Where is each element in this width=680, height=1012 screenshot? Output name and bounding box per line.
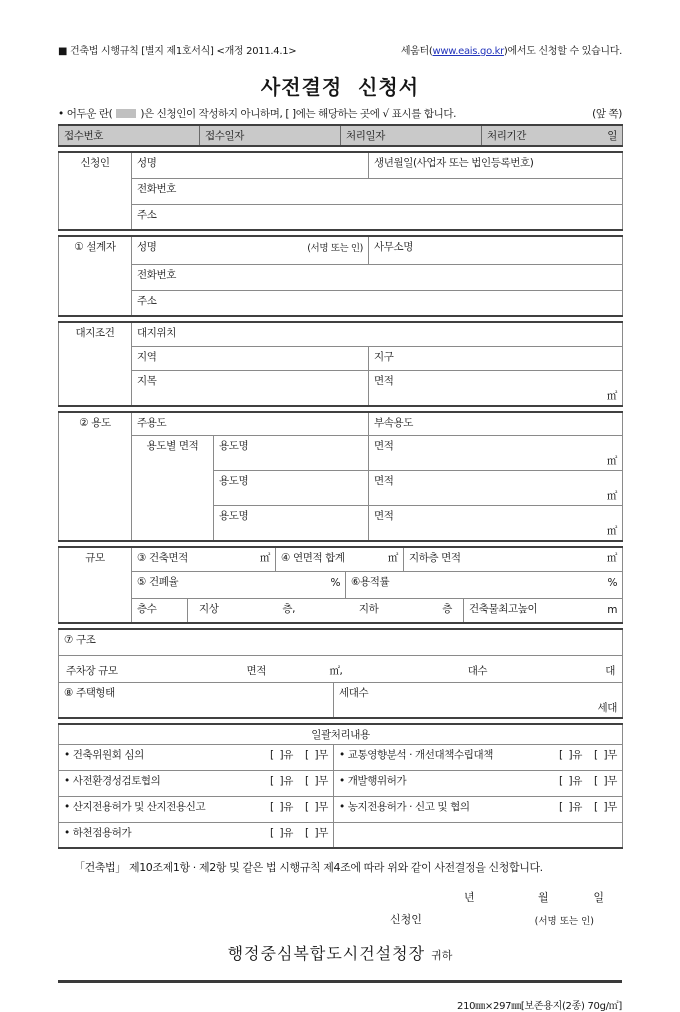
page-side-label: (앞 쪽) — [592, 108, 622, 120]
signature-applicant-label: 신청인 — [390, 913, 422, 926]
total-floor-area-field[interactable] — [276, 547, 404, 571]
batch-item-environment — [59, 770, 334, 796]
process-period-label: 처리기간 — [487, 130, 526, 142]
building-height-unit: m — [607, 603, 618, 616]
scale-section-text: 규모 — [85, 552, 105, 564]
designer-office-label: 사무소명 — [374, 241, 413, 253]
parking-count-label: 대수 — [467, 664, 488, 677]
receipt-date-field[interactable] — [200, 125, 341, 146]
basement-area-label: 지하층 면적 — [409, 552, 461, 564]
use-section-text: ② 용도 — [79, 416, 111, 429]
households-field[interactable] — [334, 682, 623, 718]
total-floor-area-unit: ㎡ — [387, 552, 399, 564]
floor-area-ratio-unit: % — [607, 576, 618, 589]
batch-item-traffic-label: • 교통영향분석 · 개선대책수립대책 — [339, 748, 493, 761]
main-use-field[interactable] — [132, 412, 369, 436]
process-date-label: 처리일자 — [346, 130, 385, 142]
basement-area-field[interactable] — [404, 547, 623, 571]
applicant-phone-field[interactable] — [132, 178, 623, 204]
use-area-label-2: 면적 — [374, 475, 394, 487]
applicant-name-field[interactable] — [132, 152, 369, 178]
applicant-name-label: 성명 — [137, 157, 157, 169]
batch-item-mountain — [59, 796, 334, 822]
bottom-rule — [58, 980, 622, 983]
receipt-table — [58, 124, 623, 147]
parking-label: 주차장 규모 — [66, 664, 118, 677]
applicant-section-label — [59, 152, 132, 230]
housing-type-field[interactable] — [59, 682, 334, 718]
batch-item-development — [334, 770, 623, 796]
building-area-label: ③ 건축면적 — [137, 552, 188, 564]
check-yes[interactable]: [ ]유 — [558, 748, 582, 761]
scale-table — [58, 546, 623, 624]
building-area-field[interactable] — [132, 547, 276, 571]
use-area-unit-2: ㎡ — [606, 490, 618, 502]
floor-area-ratio-label: ⑥용적률 — [351, 575, 390, 588]
floors-above-unit: 층, — [282, 602, 296, 615]
check-yes[interactable]: [ ]유 — [269, 800, 293, 813]
batch-item-development-label: • 개발행위허가 — [339, 774, 407, 787]
batch-item-farmland-label: • 농지전용허가 · 신고 및 협의 — [339, 800, 470, 813]
sub-use-label: 부속용도 — [374, 416, 413, 429]
applicant-section-text: 신청인 — [80, 157, 110, 169]
check-yes[interactable]: [ ]유 — [269, 748, 293, 761]
use-name-label-3: 용도명 — [219, 510, 249, 522]
check-no[interactable]: [ ]무 — [304, 826, 328, 839]
use-area-unit-1: ㎡ — [606, 455, 618, 467]
applicant-table — [58, 151, 623, 231]
check-no[interactable]: [ ]무 — [304, 800, 328, 813]
site-district-label: 지구 — [374, 350, 394, 363]
parking-area-label: 면적 — [246, 664, 266, 677]
designer-phone-field[interactable] — [132, 264, 623, 290]
online-notice-suffix: )에서도 신청할 수 있습니다. — [503, 46, 622, 57]
check-yes[interactable]: [ ]유 — [558, 774, 582, 787]
form-title: 사전결정 신청서 — [260, 75, 420, 99]
floors-count-field[interactable] — [188, 598, 464, 623]
structure-field[interactable] — [59, 629, 623, 655]
households-unit: 세대 — [597, 701, 617, 714]
floor-area-ratio-field[interactable] — [346, 571, 623, 598]
instruction-note — [58, 106, 622, 121]
batch-item-environment-label: • 사전환경성검토협의 — [64, 774, 161, 787]
check-no[interactable]: [ ]무 — [304, 748, 328, 761]
check-no[interactable]: [ ]무 — [593, 774, 617, 787]
use-area-unit-3: ㎡ — [606, 525, 618, 537]
use-table — [58, 411, 623, 543]
date-line — [58, 883, 622, 905]
structure-table — [58, 628, 623, 719]
date-year-label[interactable]: 년 — [464, 891, 475, 904]
batch-table — [58, 723, 623, 850]
site-location-field[interactable] — [132, 322, 623, 346]
receipt-number-field[interactable] — [59, 125, 200, 146]
designer-section-label — [59, 236, 132, 316]
check-yes[interactable]: [ ]유 — [269, 826, 293, 839]
site-category-field[interactable] — [132, 370, 369, 406]
paper-spec: 210㎜×297㎜[보존용지(2종) 70g/㎡] — [457, 1001, 622, 1012]
site-area-field[interactable] — [369, 370, 623, 406]
batch-empty-cell — [334, 822, 623, 848]
use-name-field-1[interactable] — [214, 436, 369, 471]
applicant-phone-label: 전화번호 — [137, 182, 176, 195]
designer-sign-label: (서명 또는 인) — [307, 243, 363, 254]
check-no[interactable]: [ ]무 — [593, 748, 617, 761]
online-notice — [401, 42, 622, 57]
shaded-sample-box — [116, 109, 136, 118]
use-area-field-2[interactable] — [369, 471, 623, 506]
building-height-field[interactable] — [464, 598, 623, 623]
households-label: 세대수 — [339, 686, 369, 699]
check-no[interactable]: [ ]무 — [593, 800, 617, 813]
floors-above-label: 지상 — [199, 602, 219, 615]
main-use-label: 주용도 — [137, 416, 167, 429]
use-area-field-3[interactable] — [369, 506, 623, 542]
batch-item-farmland — [334, 796, 623, 822]
site-section-text: 대지조건 — [75, 327, 115, 339]
note-prefix: • 어두운 란( — [58, 108, 113, 120]
site-area-unit: ㎡ — [606, 389, 618, 402]
date-day-label[interactable]: 일 — [593, 891, 604, 904]
eais-link[interactable]: www.eais.go.kr — [432, 46, 504, 57]
recipient-line — [58, 941, 622, 964]
coverage-ratio-field[interactable] — [132, 571, 346, 598]
use-area-label-3: 면적 — [374, 510, 394, 522]
receipt-date-label: 접수일자 — [205, 130, 244, 142]
applicant-birth-label: 생년월일(사업자 또는 법인등록번호) — [374, 157, 534, 169]
scale-section-label — [59, 547, 132, 623]
batch-title-cell — [59, 724, 623, 745]
designer-section-text: ① 설계자 — [74, 241, 116, 253]
designer-address-label: 주소 — [137, 294, 157, 307]
batch-item-committee — [59, 744, 334, 770]
designer-table — [58, 235, 623, 317]
use-area-label-1: 면적 — [374, 440, 394, 452]
site-zone-field[interactable] — [132, 346, 369, 370]
parking-area-unit: ㎡, — [329, 664, 343, 677]
use-by-area-text: 용도별 면적 — [146, 440, 199, 452]
designer-office-field[interactable] — [369, 236, 623, 264]
designer-name-field[interactable] — [132, 236, 369, 264]
use-section-label — [59, 412, 132, 542]
check-yes[interactable]: [ ]유 — [558, 800, 582, 813]
use-name-label-1: 용도명 — [219, 440, 249, 452]
form-reference: ■ 건축법 시행규칙 [별지 제1호서식] <개정 2011.4.1> — [58, 46, 297, 57]
parking-field[interactable] — [59, 655, 623, 682]
parking-count-unit: 대 — [605, 664, 615, 677]
total-floor-area-label: ④ 연면적 합계 — [281, 552, 345, 564]
online-notice-prefix: 세움터( — [400, 46, 433, 57]
use-name-field-3[interactable] — [214, 506, 369, 542]
recipient-suffix: 귀하 — [431, 949, 453, 962]
structure-label: ⑦ 구조 — [64, 634, 96, 646]
receipt-number-label: 접수번호 — [64, 130, 103, 142]
batch-item-traffic — [334, 744, 623, 770]
applicant-address-label: 주소 — [137, 208, 157, 221]
signature-seal-label[interactable]: (서명 또는 인) — [534, 916, 594, 927]
signature-line — [58, 905, 622, 929]
process-period-unit: 일 — [607, 130, 617, 142]
check-no[interactable]: [ ]무 — [304, 774, 328, 787]
coverage-ratio-unit: % — [330, 576, 341, 589]
site-zone-label: 지역 — [137, 350, 157, 363]
note-suffix: )은 신청인이 작성하지 아니하며, [ ]에는 해당하는 곳에 √ 표시를 합니다. — [140, 108, 457, 120]
floors-below-label: 지하 — [358, 602, 379, 615]
designer-phone-label: 전화번호 — [137, 268, 176, 281]
check-yes[interactable]: [ ]유 — [269, 774, 293, 787]
building-height-label: 건축물최고높이 — [469, 602, 538, 615]
legal-statement: 「건축법」 제10조제1항 · 제2항 및 같은 법 시행규칙 제4조에 따라 위와 같이 사전결정을 신청합니다. — [74, 861, 543, 874]
use-by-area-label — [132, 436, 214, 542]
coverage-ratio-label: ⑤ 건폐율 — [137, 575, 179, 588]
site-area-label: 면적 — [374, 374, 394, 387]
use-name-field-2[interactable] — [214, 471, 369, 506]
designer-address-field[interactable] — [132, 290, 623, 316]
batch-item-mountain-label: • 산지전용허가 및 산지전용신고 — [64, 800, 206, 813]
sub-use-field[interactable] — [369, 412, 623, 436]
designer-name-label: 성명 — [137, 241, 157, 253]
applicant-address-field[interactable] — [132, 204, 623, 230]
applicant-birth-field[interactable] — [369, 152, 623, 178]
date-month-label[interactable]: 월 — [538, 891, 549, 904]
floors-label: 층수 — [137, 602, 157, 615]
site-table — [58, 321, 623, 407]
batch-item-committee-label: • 건축위원회 심의 — [64, 748, 144, 761]
use-name-label-2: 용도명 — [219, 475, 249, 487]
use-area-field-1[interactable] — [369, 436, 623, 471]
site-category-label: 지목 — [137, 374, 157, 387]
top-bar — [58, 42, 622, 57]
building-area-unit: ㎡ — [259, 552, 271, 564]
housing-type-label: ⑧ 주택형태 — [64, 686, 115, 699]
site-district-field[interactable] — [369, 346, 623, 370]
floors-label-cell — [132, 598, 188, 623]
site-section-label — [59, 322, 132, 406]
floors-below-unit: 층 — [442, 602, 453, 615]
batch-item-river-label: • 하천점용허가 — [64, 826, 132, 839]
recipient-name: 행정중심복합도시건설청장 — [227, 944, 426, 963]
basement-area-unit: ㎡ — [606, 552, 618, 564]
process-period-field[interactable] — [482, 125, 623, 146]
note-text — [58, 106, 456, 121]
process-date-field[interactable] — [341, 125, 482, 146]
batch-title: 일괄처리내용 — [311, 728, 370, 741]
site-location-label: 대지위치 — [137, 327, 176, 339]
batch-item-river — [59, 822, 334, 848]
